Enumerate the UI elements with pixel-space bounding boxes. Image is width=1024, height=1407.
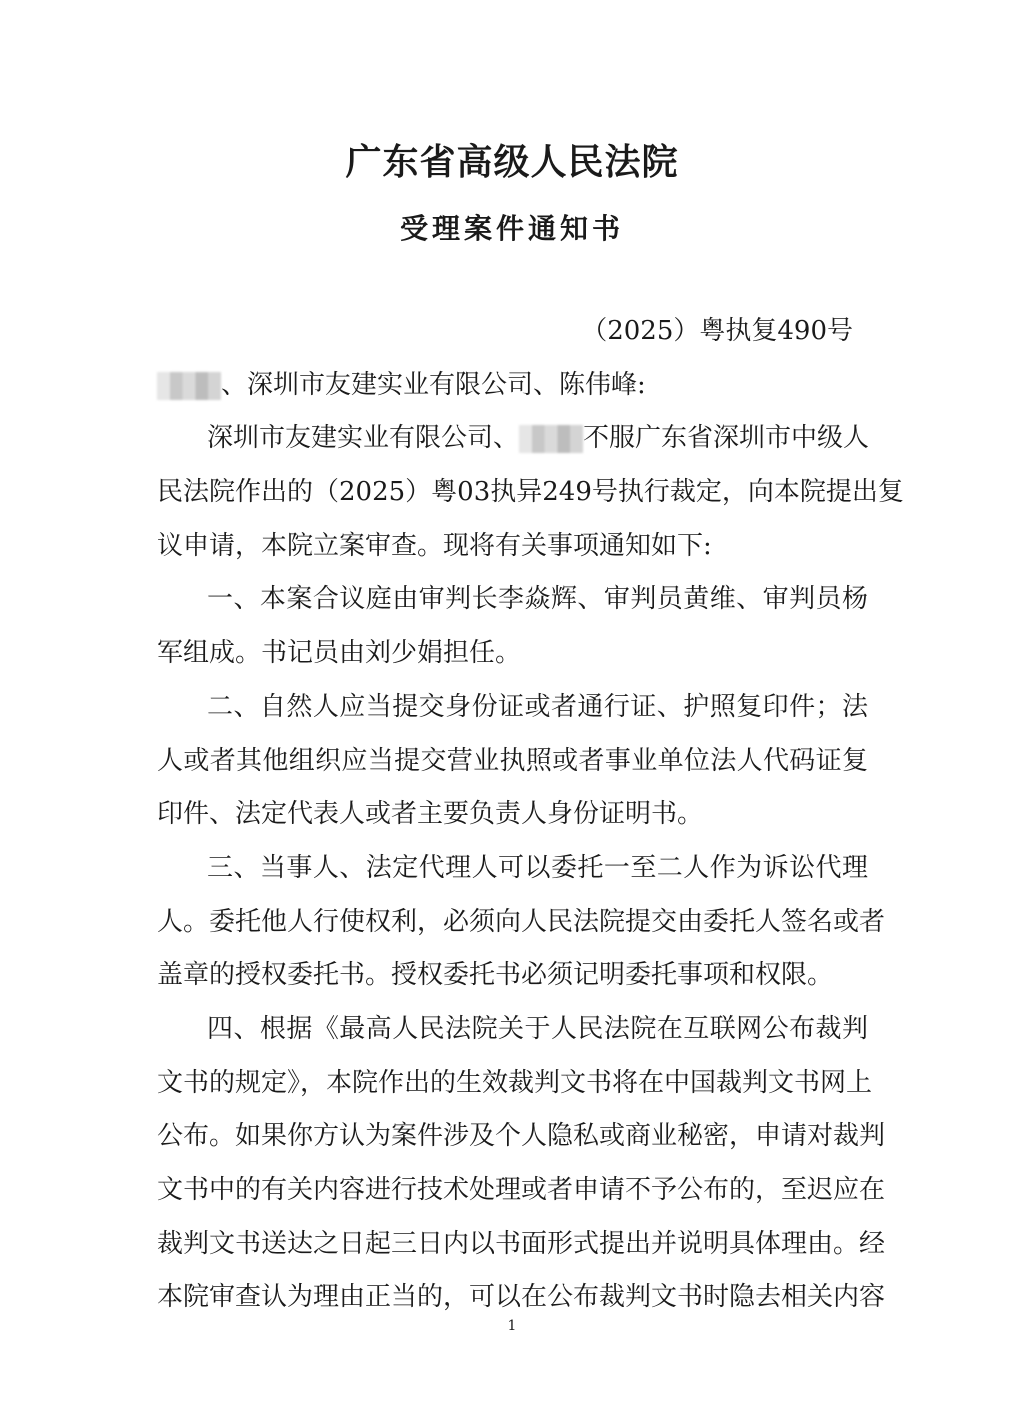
text-segment: 深圳市友建实业有限公司、 — [207, 423, 520, 454]
case-number: （2025）粤执复490号 — [581, 316, 853, 346]
document-title: 受理案件通知书 — [399, 212, 624, 245]
text-line: 文书中的有关内容进行技术处理或者申请不予公布的，至迟应在 — [157, 1175, 886, 1205]
text-segment: 、深圳市友建实业有限公司、陈伟峰: — [221, 369, 646, 400]
text-segment: 不服广东省深圳市中级人 — [583, 423, 870, 454]
page-number: 1 — [507, 1318, 517, 1334]
court-name: 广东省高级人民法院 — [345, 141, 679, 183]
text-line: 本院审查认为理由正当的，可以在公布裁判文书时隐去相关内容 — [157, 1282, 886, 1313]
redacted-name — [519, 425, 583, 453]
text-line: 一、本案合议庭由审判长李焱辉、审判员黄维、审判员杨 — [207, 584, 868, 615]
text-line: 四、根据《最高人民法院关于人民法院在互联网公布裁判 — [207, 1013, 868, 1044]
text-line: 裁判文书送达之日起三日内以书面形式提出并说明具体理由。经 — [157, 1228, 886, 1259]
text-line: 印件、法定代表人或者主要负责人身份证明书。 — [157, 799, 704, 830]
text-line — [157, 412, 868, 466]
text-line: 盖章的授权委托书。授权委托书必须记明委托事项和权限。 — [157, 960, 834, 991]
text-line: 二、自然人应当提交身份证或者通行证、护照复印件；法 — [207, 691, 868, 722]
text-line: 民法院作出的（2025）粤03执异249号执行裁定，向本院提出复 — [157, 477, 904, 508]
redacted-name — [157, 372, 221, 400]
text-line: 军组成。书记员由刘少娟担任。 — [157, 638, 522, 669]
text-line: 议申请，本院立案审查。现将有关事项通知如下: — [157, 530, 712, 561]
text-line: 三、当事人、法定代理人可以委托一至二人作为诉讼代理 — [207, 852, 868, 883]
text-line: 公布。如果你方认为案件涉及个人隐私或商业秘密，申请对裁判 — [157, 1121, 886, 1152]
text-line: 人或者其他组织应当提交营业执照或者事业单位法人代码证复 — [157, 745, 868, 776]
document-body — [157, 305, 904, 1325]
text-line — [157, 359, 868, 413]
text-line: 文书的规定》，本院作出的生效裁判文书将在中国裁判文书网上 — [157, 1067, 873, 1098]
text-line: 人。委托他人行使权利，必须向人民法院提交由委托人签名或者 — [157, 906, 886, 937]
